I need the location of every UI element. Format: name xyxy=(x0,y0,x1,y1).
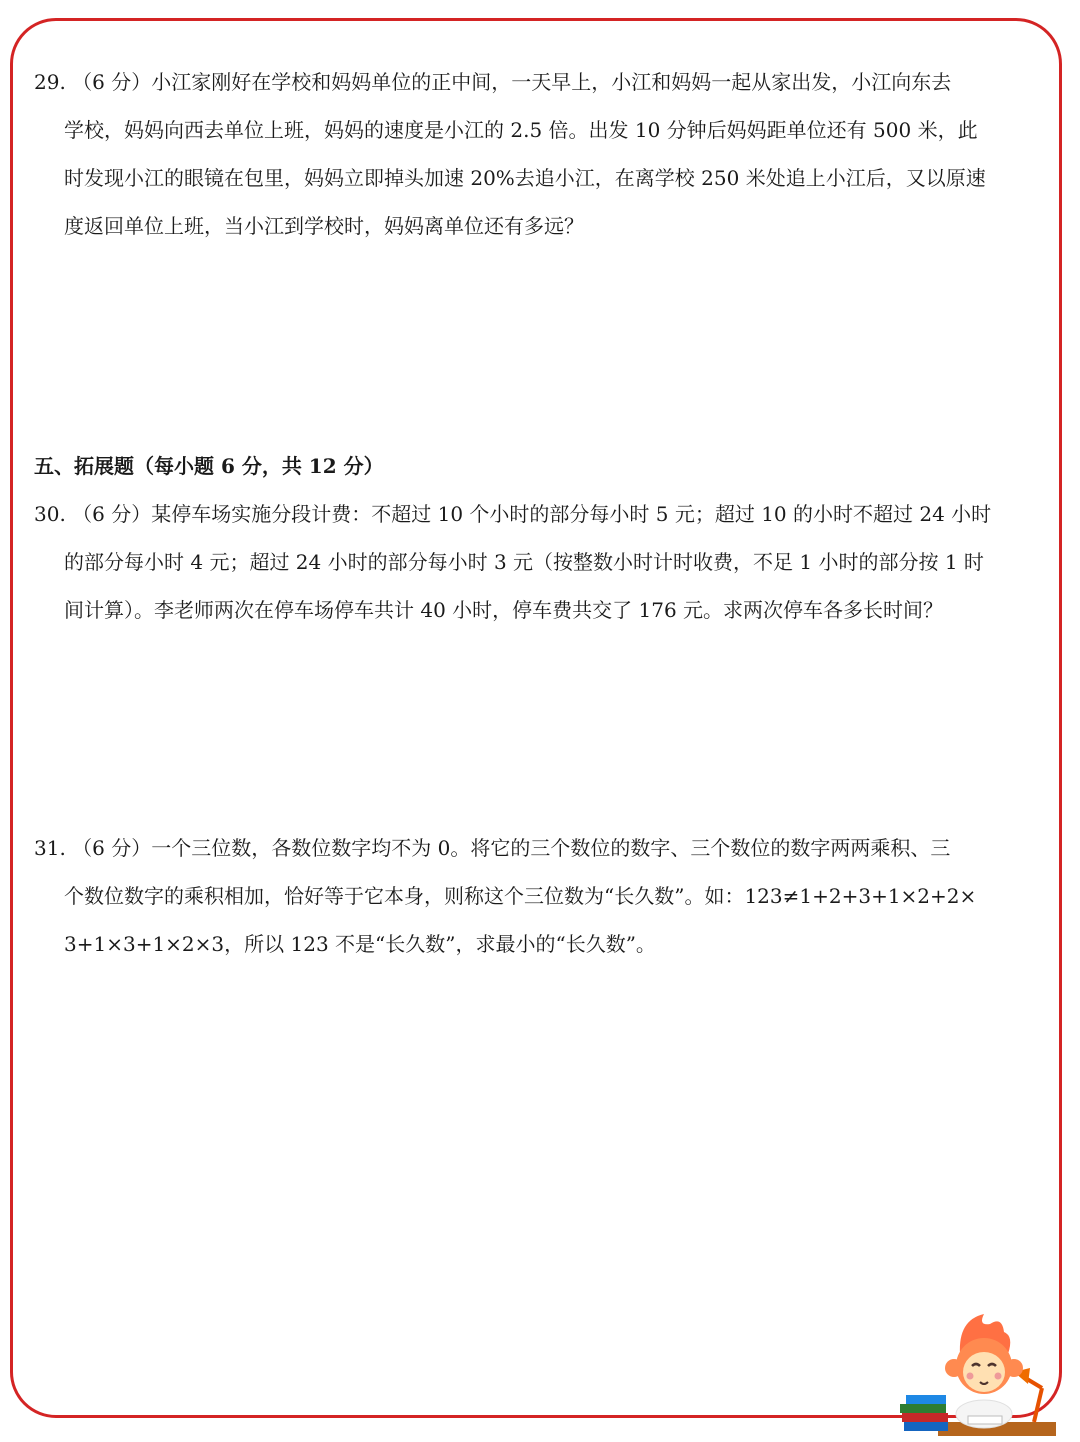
question-30-line-2: 的部分每小时 4 元；超过 24 小时的部分每小时 3 元（按整数小时计时收费，不足 1 小时的部分按 1 时 xyxy=(64,550,984,574)
question-31-line-3: 3+1×3+1×2×3，所以 123 不是“长久数”，求最小的“长久数”。 xyxy=(64,932,656,956)
section-heading: 五、拓展题（每小题 6 分，共 12 分） xyxy=(34,454,384,478)
monkey-mascot-with-books-icon xyxy=(898,1310,1058,1438)
question-31-line-1: 31. （6 分）一个三位数，各数位数字均不为 0。将它的三个数位的数字、三个数位的数字两两乘积、三 xyxy=(34,836,951,860)
question-29-line-4: 度返回单位上班，当小江到学校时，妈妈离单位还有多远？ xyxy=(64,214,584,238)
question-31 xyxy=(34,824,1024,968)
question-29 xyxy=(34,58,1024,250)
question-30 xyxy=(34,490,1024,634)
question-31-line-2: 个数位数字的乘积相加，恰好等于它本身，则称这个三位数为“长久数”。如：123≠1+2+3+1×2+2× xyxy=(64,884,977,908)
question-30-line-3: 间计算）。李老师两次在停车场停车共计 40 小时，停车费共交了 176 元。求两次停车各多长时间？ xyxy=(64,598,944,622)
question-29-line-2: 学校，妈妈向西去单位上班，妈妈的速度是小江的 2.5 倍。出发 10 分钟后妈妈距单位还有 500 米，此 xyxy=(64,118,978,142)
question-29-line-3: 时发现小江的眼镜在包里，妈妈立即掉头加速 20%去追小江，在离学校 250 米处追上小江后，又以原速 xyxy=(64,166,986,190)
question-30-line-1: 30. （6 分）某停车场实施分段计费：不超过 10 个小时的部分每小时 5 元；超过 10 的小时不超过 24 小时 xyxy=(34,502,992,526)
question-29-line-1: 29. （6 分）小江家刚好在学校和妈妈单位的正中间，一天早上，小江和妈妈一起从家出发，小江向东去 xyxy=(34,70,952,94)
